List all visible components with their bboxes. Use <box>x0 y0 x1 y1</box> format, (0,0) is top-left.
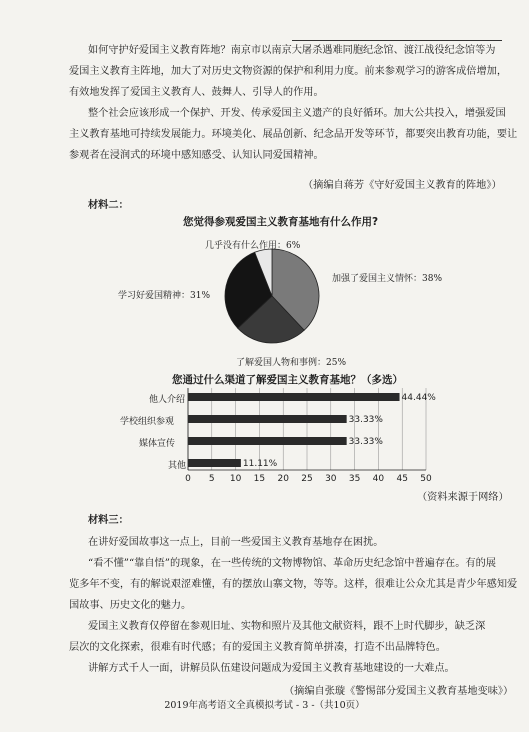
bar <box>188 415 347 423</box>
paragraph-line: 爱国主义教育主阵地，加大了对历史文物资源的保护和利用力度。前来参观学习的游客成倍增加， <box>69 66 508 77</box>
page-footer: 2019年高考语文全真模拟考试 - 3 -（共10页） <box>164 700 365 711</box>
bar-category-label: 他人介绍 <box>149 395 186 405</box>
paragraph-line: “看不懂”“靠自悟”的现象，在一些传统的文物博物馆、革命历史纪念馆中普遍存在。有的展 <box>88 558 496 569</box>
x-tick-label: 30 <box>325 474 337 484</box>
bar <box>188 437 347 445</box>
pie-label-no-effect: 几乎没有什么作用：6% <box>205 241 301 251</box>
paragraph-line: 在讲好爱国故事这一点上，目前一些爱国主义教育基地存在困扰。 <box>88 537 384 548</box>
bar-value-label: 33.33% <box>348 437 383 447</box>
bar-category-label: 学校组织参观 <box>120 417 175 427</box>
material3-label: 材料三： <box>88 515 129 526</box>
material2-label: 材料二： <box>88 200 129 211</box>
chart-source: （资料来源于网络） <box>417 492 509 503</box>
bar-value-label: 33.33% <box>348 415 383 425</box>
paragraph-line: 如何守护好爱国主义教育阵地？南京市以南京大屠杀遇难同胞纪念馆、渡江战役纪念馆等为 <box>88 45 496 56</box>
source-citation: （摘编自张璇《警惕部分爱国主义教育基地变味》） <box>284 686 514 697</box>
pie-label-figures: 了解爱国人物和事例：25% <box>236 358 347 368</box>
pie-chart-title: 您觉得参观爱国主义教育基地有什么作用? <box>183 216 379 228</box>
x-tick-label: 5 <box>208 474 215 484</box>
paragraph-line: 主义教育基地可持续发展能力。环境美化、展品创新、纪念品开发等环节，都要突出教育功能，要让 <box>69 129 518 140</box>
x-tick-label: 10 <box>229 474 242 484</box>
paragraph-line: 览多年不变，有的解说艰涩难懂，有的摆放山寨文物，等等。这样，很难让公众尤其是青少年感知爱 <box>69 579 518 590</box>
x-tick-label: 15 <box>253 474 266 484</box>
pie-label-spirit: 学习好爱国精神：31% <box>118 291 211 301</box>
source-citation: （摘编自蒋芳《守好爱国主义教育的阵地》） <box>303 180 502 191</box>
paragraph-line: 整个社会应该形成一个保护、开发、传承爱国主义遗产的良好循环。加大公共投入，增强爱国 <box>88 108 506 119</box>
paragraph-line: 讲解方式千人一面，讲解员队伍建设问题成为爱国主义教育基地建设的一大难点。 <box>88 663 455 674</box>
x-tick-label: 25 <box>301 474 313 484</box>
bar-value-label: 44.44% <box>401 393 436 403</box>
paragraph-line: 有效地发挥了爱国主义教育人、鼓舞人、引导人的作用。 <box>69 87 324 98</box>
x-tick-label: 20 <box>277 474 289 484</box>
x-tick-label: 45 <box>396 474 408 484</box>
x-tick-label: 35 <box>348 474 361 484</box>
paragraph-line: 层次的文化探索，很难有时代感；有的爱国主义教育简单拼凑，打造不出品牌特色。 <box>69 642 446 653</box>
x-tick-label: 0 <box>185 474 191 484</box>
bar-category-label: 媒体宣传 <box>139 439 176 449</box>
bar <box>188 459 241 467</box>
bar <box>188 393 400 401</box>
bar-value-label: 11.11% <box>242 459 278 469</box>
bar-category-label: 其他 <box>168 461 187 471</box>
x-tick-label: 40 <box>372 474 385 484</box>
paragraph-line: 参观者在浸润式的环境中感知感受、认知认同爱国精神。 <box>69 150 324 161</box>
x-tick-label: 50 <box>420 474 432 484</box>
paragraph-line: 国故事、历史文化的魅力。 <box>69 600 192 611</box>
paragraph-line: 爱国主义教育仅停留在参观旧址、实物和照片及其他文献资料，跟不上时代脚步，缺乏深 <box>88 621 486 632</box>
pie-label-patriotism: 加强了爱国主义情怀：38% <box>332 274 443 284</box>
bar-chart-title: 您通过什么渠道了解爱国主义教育基地？（多选） <box>172 374 403 386</box>
